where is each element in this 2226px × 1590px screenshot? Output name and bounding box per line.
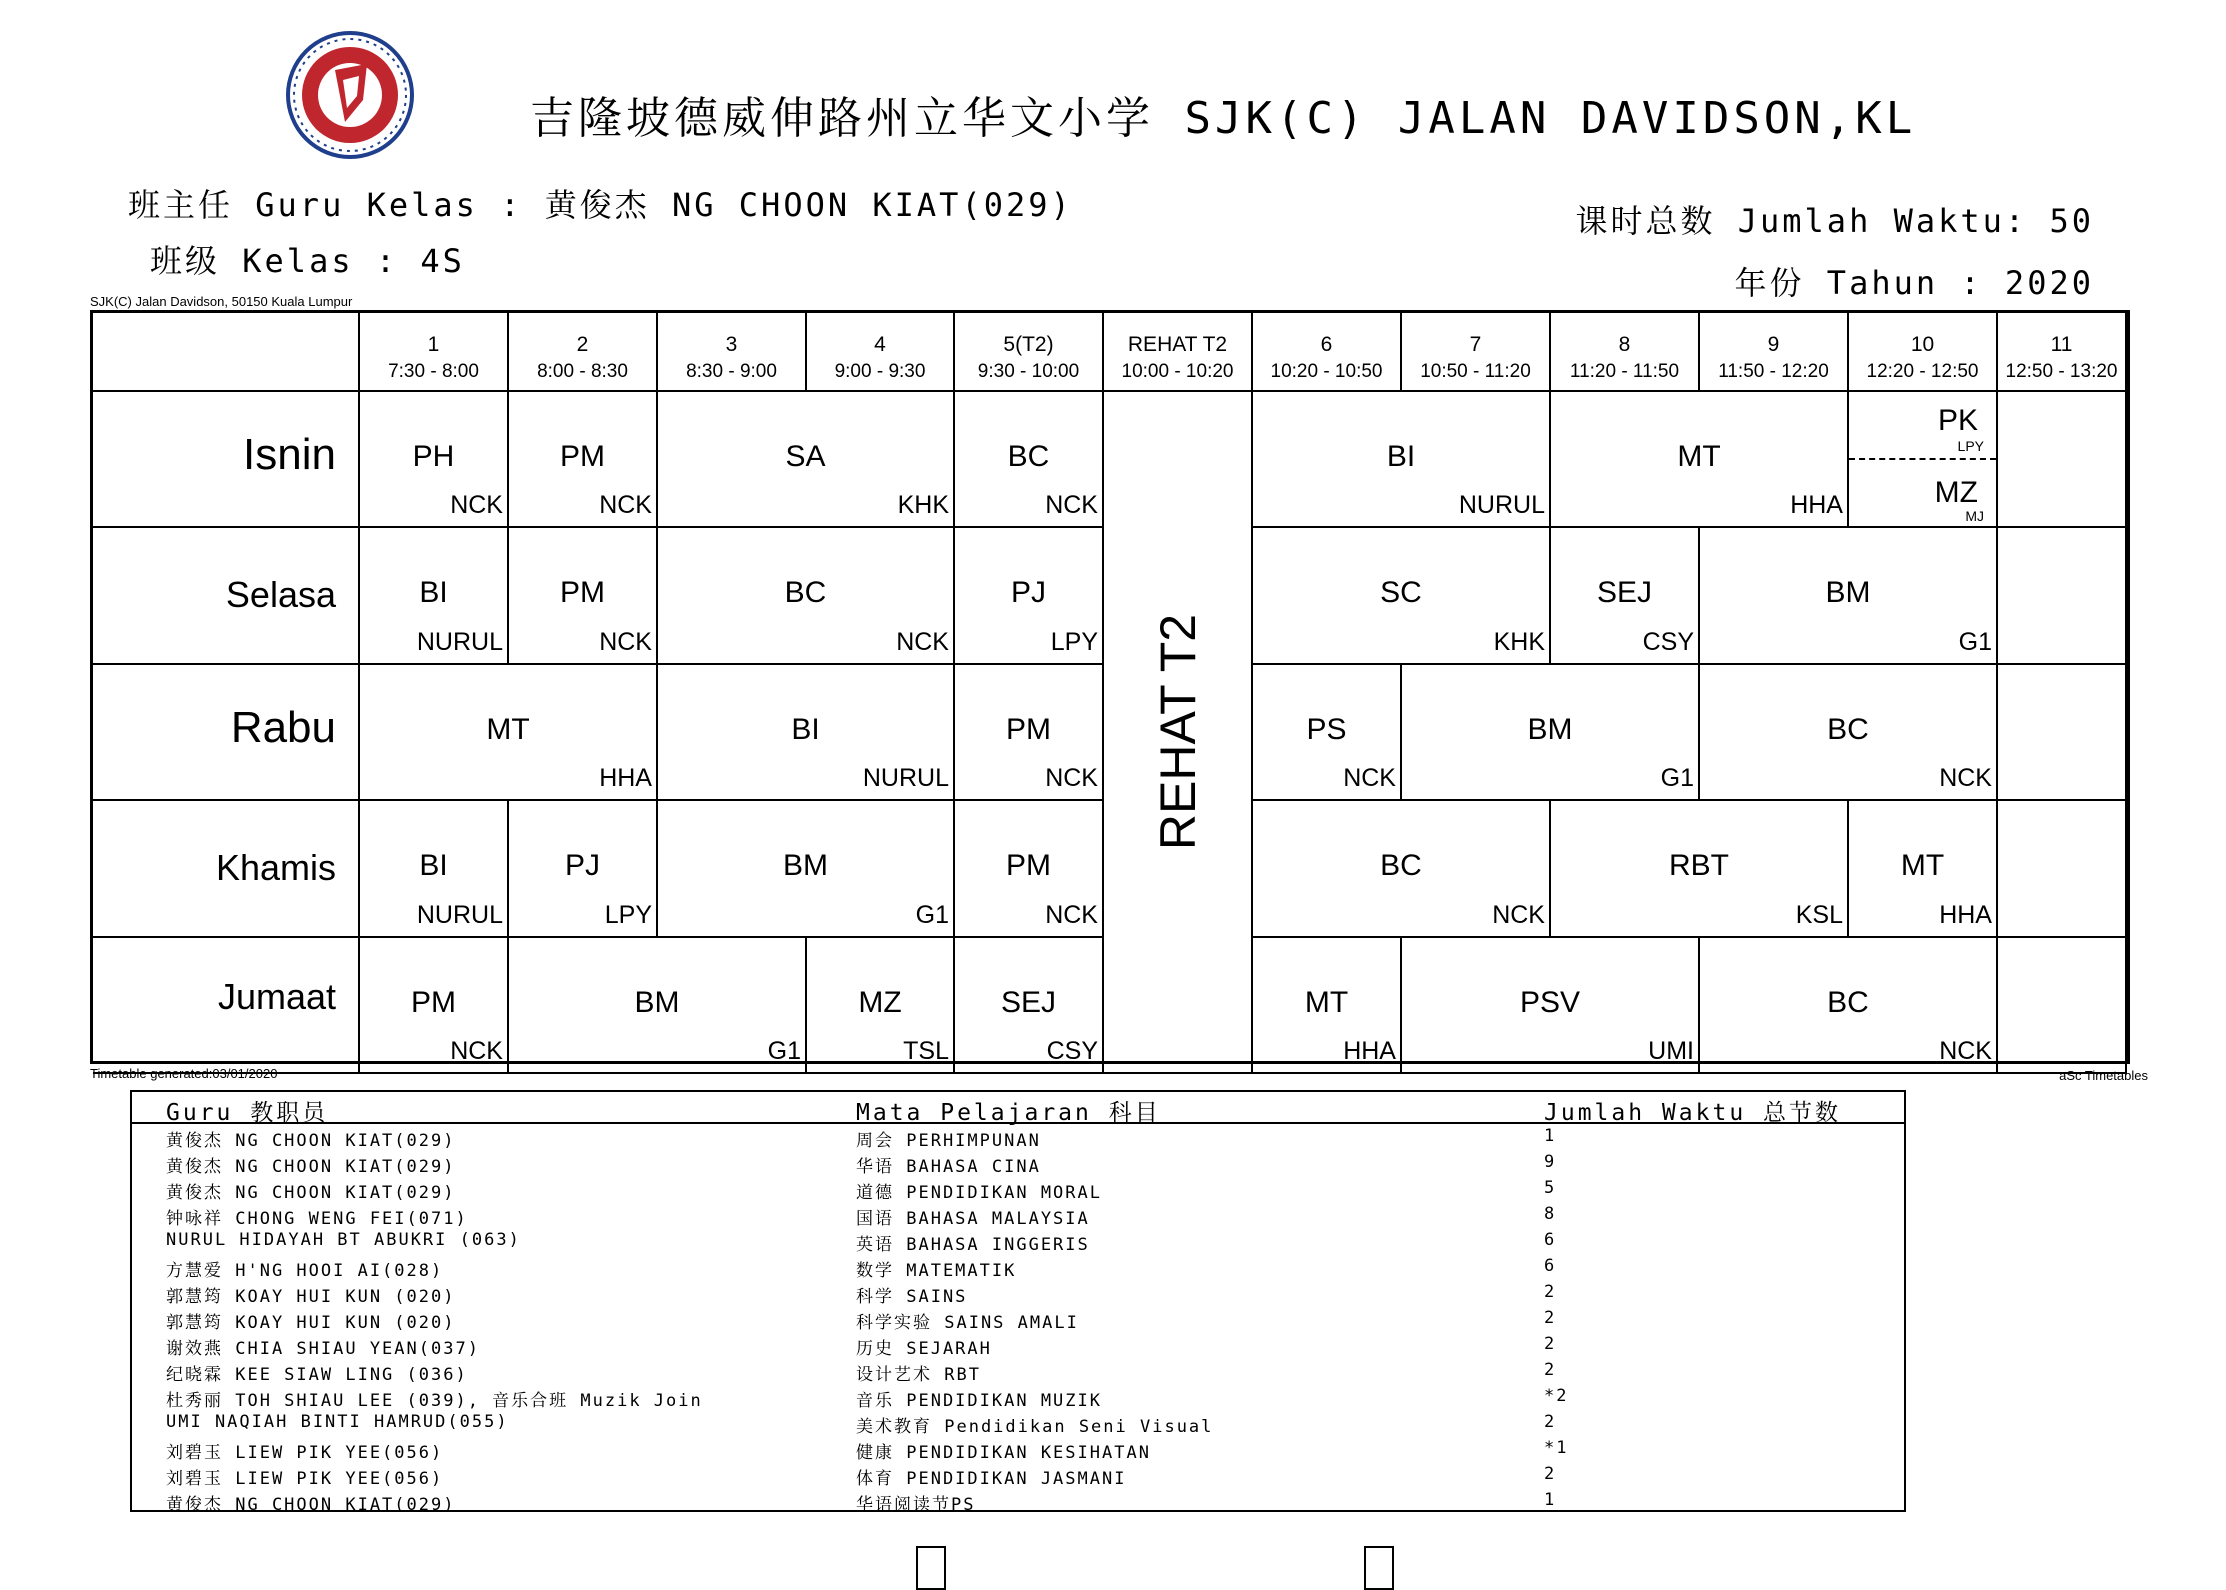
lesson-teacher: LPY [604,900,652,929]
period-header [658,313,807,392]
lesson-cell [1700,528,1998,664]
period-time: 8:00 - 8:30 [537,361,628,382]
lesson-cell [1700,665,1998,801]
lesson-teacher: UMI [1648,1036,1694,1065]
lesson-cell [1849,801,1998,937]
table-row [132,1254,1904,1280]
lesson-teacher: NCK [1045,491,1098,520]
legend-subject: 国语 BAHASA MALAYSIA [856,1209,1090,1229]
table-row [132,1176,1904,1202]
lesson-subject: BI [419,849,448,883]
lesson-cell [360,938,509,1074]
lesson-subject: BC [784,576,827,610]
day-label-cell [93,938,360,1074]
period-time: 11:20 - 11:50 [1569,361,1680,382]
period-number: REHAT T2 [1127,333,1228,356]
lesson-subject: MZ [858,985,902,1019]
legend-count: 9 [1544,1152,1557,1172]
legend-subject: 华语 BAHASA CINA [856,1157,1041,1177]
period-header [955,313,1104,392]
lesson-subject: BC [1380,849,1422,883]
lesson-cell [658,528,955,664]
legend-header-subject: Mata Pelajaran 科目 [856,1100,1161,1126]
school-title: 吉隆坡德威伸路州立华文小学 SJK(C) JALAN DAVIDSON,KL [530,93,1917,144]
lesson-cell [509,528,658,664]
lesson-teacher: NURUL [416,627,503,656]
lesson-teacher: KHK [1493,627,1545,656]
lesson-teacher: NCK [1045,900,1098,929]
lesson-cell-split [1849,392,1998,528]
lesson-teacher: NCK [896,627,949,656]
legend-count: 6 [1544,1230,1557,1250]
lesson-subject: BI [419,576,448,610]
lesson-subject: PJ [1010,576,1046,610]
table-row [132,1306,1904,1332]
period-time: 12:20 - 12:50 [1866,361,1979,382]
lesson-teacher: NURUL [1458,491,1545,520]
legend-teacher: 谢效燕 CHIA SHIAU YEAN(037) [166,1339,480,1359]
split-lesson-top [1849,392,1996,460]
lesson-subject: MT [1900,849,1945,883]
legend-subject: 历史 SEJARAH [856,1339,992,1359]
legend-count: 2 [1544,1464,1557,1484]
lesson-teacher: HHA [599,764,652,793]
lesson-cell [1551,528,1700,664]
legend-teacher: 杜秀丽 TOH SHIAU LEE (039), 音乐合班 Muzik Join [166,1391,703,1411]
legend-subject: 华语阅读节PS [856,1495,976,1515]
lesson-subject: PJ [564,849,600,883]
lesson-cell [509,938,807,1074]
legend-teacher: 刘碧玉 LIEW PIK YEE(056) [166,1469,444,1489]
break-column [1104,392,1253,1074]
table-row [132,1462,1904,1488]
legend-count: *2 [1544,1386,1569,1406]
lesson-subject: BM [634,985,680,1019]
period-time: 10:20 - 10:50 [1270,361,1383,382]
table-row [132,1488,1904,1514]
class-name: 班级 Kelas : 4S [150,242,465,280]
lesson-subject: SA [785,440,826,473]
day-label-cell [93,392,360,528]
legend-subject: 道德 PENDIDIKAN MORAL [856,1183,1102,1203]
empty-cell [1998,665,2127,801]
lesson-cell [360,392,509,528]
lesson-subject: PM [411,985,456,1019]
legend-header [132,1092,1904,1124]
legend-count: 5 [1544,1178,1557,1198]
lesson-teacher: CSY [1046,1036,1098,1065]
lesson-teacher: G1 [1958,627,1992,656]
legend-count: 1 [1544,1126,1557,1146]
lesson-teacher: NURUL [862,764,949,793]
lesson-subject: PSV [1519,985,1581,1019]
legend-count: 2 [1544,1360,1557,1380]
period-header [1402,313,1551,392]
lesson-cell [807,938,955,1074]
period-header [509,313,658,392]
table-row [132,1202,1904,1228]
lesson-cell [658,665,955,801]
lesson-subject: BC [1827,712,1869,746]
lesson-teacher: HHA [1790,491,1843,520]
legend-subject: 健康 PENDIDIKAN KESIHATAN [856,1443,1151,1463]
empty-cell [1998,392,2127,528]
lesson-teacher: NCK [450,491,503,520]
table-row [132,1280,1904,1306]
lesson-subject: BI [791,712,820,746]
lesson-subject: MZ [1934,476,1978,509]
legend-subject: 科学 SAINS [856,1287,968,1307]
period-number: 5(T2) [1003,333,1054,356]
lesson-cell [1402,665,1700,801]
lesson-subject: SC [1380,576,1422,610]
legend-count: 8 [1544,1204,1557,1224]
legend-teacher: 黄俊杰 NG CHOON KIAT(029) [166,1183,456,1203]
table-row [132,1358,1904,1384]
legend-teacher: 钟咏祥 CHONG WENG FEI(071) [166,1209,468,1229]
lesson-subject: PK [1937,404,1978,437]
lesson-cell [658,801,955,937]
day-name: Jumaat [217,975,336,1017]
day-label-cell [93,665,360,801]
lesson-teacher: NCK [1939,1036,1992,1065]
period-time: 9:30 - 10:00 [977,361,1080,382]
lesson-teacher: HHA [1939,900,1992,929]
table-row [132,1228,1904,1254]
lesson-cell [509,392,658,528]
legend-teacher: 方慧爱 H'NG HOOI AI(028) [166,1261,444,1281]
period-number: 7 [1469,333,1482,356]
break-label: REHAT T2 [1149,613,1206,851]
table-row [132,1124,1904,1150]
legend-header-teacher: Guru 教职员 [166,1100,329,1126]
period-number: 4 [874,333,886,356]
legend-teacher: UMI NAQIAH BINTI HAMRUD(055) [166,1412,509,1432]
lesson-subject: PH [412,440,455,473]
lesson-subject: PM [560,576,605,610]
period-time: 11:50 - 12:20 [1718,361,1829,382]
lesson-teacher: NCK [599,627,652,656]
period-header [1104,313,1253,392]
lesson-cell [955,392,1104,528]
lesson-subject: MT [486,712,530,746]
empty-cell [1998,801,2127,937]
lesson-teacher: CSY [1642,627,1694,656]
lesson-subject: MT [1677,440,1721,473]
legend-count: 2 [1544,1308,1557,1328]
legend-count: 2 [1544,1334,1557,1354]
lesson-teacher: NCK [450,1036,503,1065]
table-row [132,1436,1904,1462]
period-number: 2 [576,333,589,356]
day-name: Selasa [225,574,336,616]
period-number: 10 [1910,333,1935,356]
lesson-subject: BI [1386,440,1416,473]
legend-count: 2 [1544,1412,1557,1432]
period-time: 7:30 - 8:00 [388,361,479,382]
table-row [132,1150,1904,1176]
lesson-cell [658,392,955,528]
lesson-subject: BM [1825,576,1871,610]
lesson-subject: PM [1006,849,1051,883]
legend-subject: 设计艺术 RBT [856,1365,981,1385]
period-header [1551,313,1700,392]
legend-teacher: 黄俊杰 NG CHOON KIAT(029) [166,1157,456,1177]
grid-corner [93,313,360,392]
period-number: 9 [1767,333,1780,356]
checkbox-right[interactable] [1364,1546,1394,1590]
period-time: 10:50 - 11:20 [1420,361,1531,382]
lesson-teacher: LPY [1957,438,1984,454]
lesson-subject: BC [1827,985,1869,1019]
lesson-teacher: KHK [897,491,949,520]
school-address: SJK(C) Jalan Davidson, 50150 Kuala Lumpur [90,294,353,309]
lesson-cell [1402,938,1700,1074]
lesson-cell [360,665,658,801]
lesson-cell [360,528,509,664]
lesson-teacher: LPY [1050,627,1098,656]
lesson-subject: SEJ [1596,576,1653,610]
legend-subject: 数学 MATEMATIK [856,1261,1017,1281]
period-number: 6 [1320,333,1333,356]
legend-subject: 美术教育 Pendidikan Seni Visual [856,1417,1214,1437]
period-number: 3 [725,333,738,356]
empty-cell [1998,938,2127,1074]
lesson-cell [360,801,509,937]
generator-name: aSc Timetables [2059,1068,2148,1083]
legend-count: 1 [1544,1490,1557,1510]
legend-subject: 科学实验 SAINS AMALI [856,1313,1079,1333]
lesson-cell [1551,392,1849,528]
lesson-cell [955,938,1104,1074]
period-header [1700,313,1849,392]
lesson-cell [1253,665,1402,801]
empty-cell [1998,528,2127,664]
class-teacher: 班主任 Guru Kelas : 黄俊杰 NG CHOON KIAT(029) [128,186,1073,224]
lesson-subject: BM [783,849,828,883]
lesson-subject: SEJ [1000,985,1057,1019]
lesson-subject: RBT [1669,849,1729,883]
table-row [132,1410,1904,1436]
table-row [132,1384,1904,1410]
legend-header-count: Jumlah Waktu 总节数 [1544,1100,1842,1126]
legend-subject: 体育 PENDIDIKAN JASMANI [856,1469,1127,1489]
legend-teacher: 郭慧筠 KOAY HUI KUN (020) [166,1287,456,1307]
timetable-grid [90,310,2130,1064]
lesson-subject: BM [1527,712,1573,746]
period-header [1998,313,2127,392]
table-row [132,1332,1904,1358]
period-header [1253,313,1402,392]
total-periods: 课时总数 Jumlah Waktu: 50 [1575,202,2094,240]
period-number: 11 [2050,333,2073,356]
lesson-cell [955,528,1104,664]
lesson-cell [1253,938,1402,1074]
legend-teacher: 黄俊杰 NG CHOON KIAT(029) [166,1131,456,1151]
legend-teacher: 黄俊杰 NG CHOON KIAT(029) [166,1495,456,1515]
school-crest-icon [285,30,415,160]
legend-count: 2 [1544,1282,1557,1302]
day-name: Isnin [243,430,336,479]
lesson-subject: PM [560,440,605,473]
legend-count: 6 [1544,1256,1557,1276]
legend-teacher: 纪晓霖 KEE SIAW LING (036) [166,1365,468,1385]
legend-teacher: 郭慧筠 KOAY HUI KUN (020) [166,1313,456,1333]
period-time: 9:00 - 9:30 [834,361,926,382]
lesson-subject: PM [1006,712,1051,746]
checkbox-left[interactable] [916,1546,946,1590]
legend-teacher: 刘碧玉 LIEW PIK YEE(056) [166,1443,444,1463]
lesson-cell [1551,801,1849,937]
lesson-cell [509,801,658,937]
period-time: 8:30 - 9:00 [686,361,777,382]
lesson-teacher: G1 [767,1036,801,1065]
lesson-teacher: MJ [1965,508,1984,524]
period-header [360,313,509,392]
legend-subject: 英语 BAHASA INGGERIS [856,1235,1090,1255]
lesson-teacher: NCK [1492,900,1545,929]
lesson-teacher: HHA [1343,1036,1396,1065]
lesson-subject: PS [1306,712,1347,746]
period-number: 1 [427,333,440,356]
period-header [807,313,955,392]
legend-count: *1 [1544,1438,1569,1458]
school-year: 年份 Tahun : 2020 [1734,264,2094,302]
day-label-cell [93,528,360,664]
period-header [1849,313,1998,392]
lesson-cell [955,665,1104,801]
legend-teacher: NURUL HIDAYAH BT ABUKRI (063) [166,1230,521,1250]
lesson-cell [955,801,1104,937]
lesson-teacher: NCK [1939,764,1992,793]
legend-subject: 周会 PERHIMPUNAN [856,1131,1041,1151]
lesson-teacher: NURUL [416,900,503,929]
lesson-cell [1253,528,1551,664]
lesson-teacher: KSL [1795,900,1843,929]
legend-subject: 音乐 PENDIDIKAN MUZIK [856,1391,1102,1411]
lesson-cell [1700,938,1998,1074]
day-name: Rabu [230,702,336,752]
lesson-teacher: G1 [915,900,949,929]
period-time: 12:50 - 13:20 [2005,361,2118,382]
lesson-cell [1253,801,1551,937]
lesson-teacher: G1 [1660,764,1694,793]
lesson-teacher: NCK [1343,764,1396,793]
lesson-teacher: NCK [599,491,652,520]
day-label-cell [93,801,360,937]
lesson-subject: BC [1007,440,1050,473]
lesson-teacher: NCK [1045,764,1098,793]
staff-subject-table [130,1090,1906,1515]
lesson-teacher: TSL [903,1036,949,1065]
period-time: 10:00 - 10:20 [1121,361,1234,382]
lesson-subject: MT [1304,985,1349,1019]
generated-date: Timetable generated:03/01/2020 [90,1066,278,1081]
day-name: Khamis [215,847,336,889]
lesson-cell [1253,392,1551,528]
period-number: 8 [1618,333,1631,356]
